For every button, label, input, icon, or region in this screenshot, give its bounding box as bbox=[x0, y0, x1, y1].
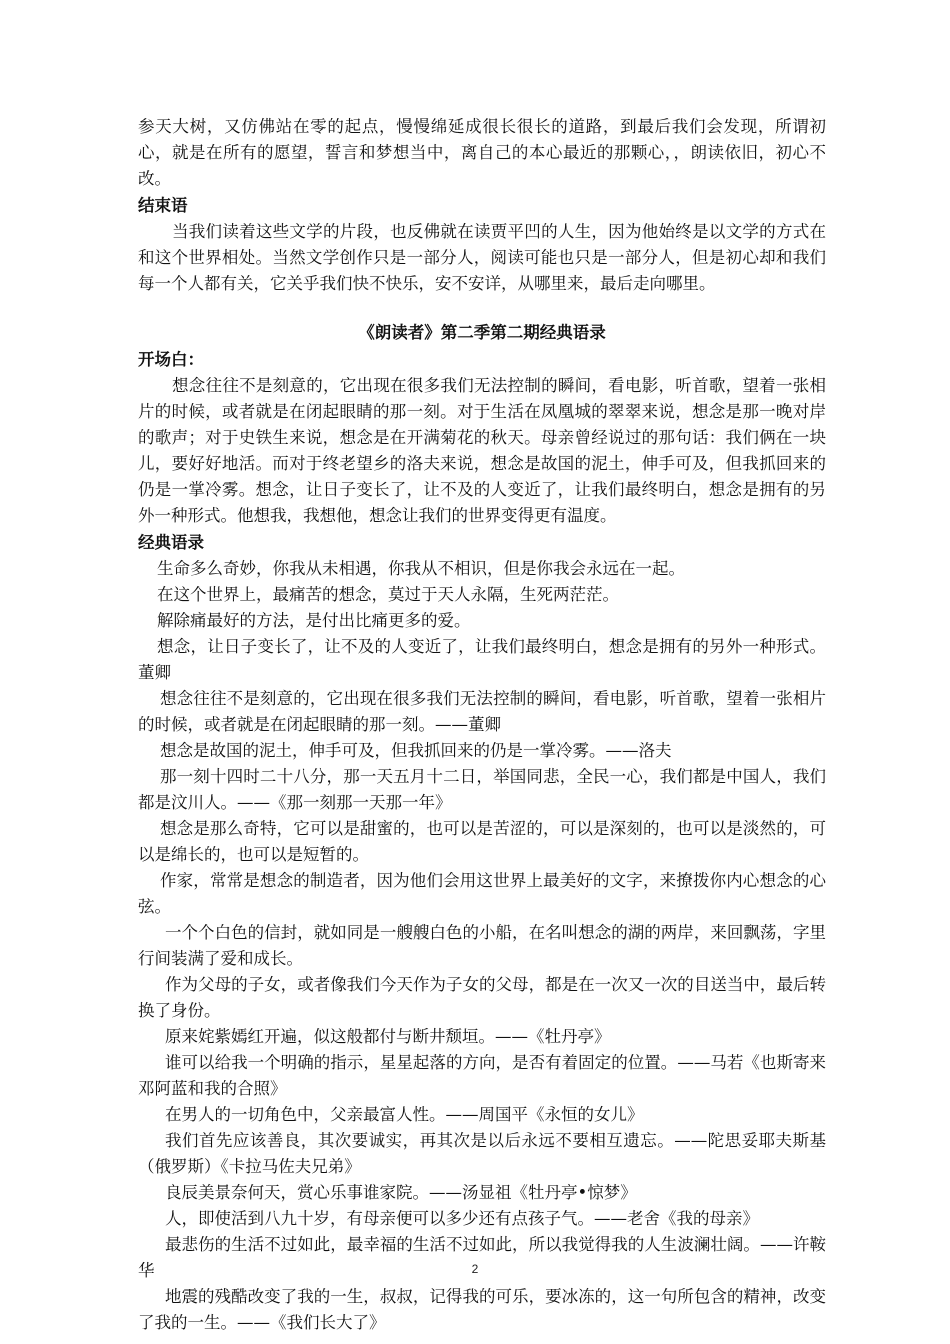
opening-heading: 开场白： bbox=[138, 350, 204, 369]
quote-item: 原来姹紫嫣红开遍，似这般都付与断井颓垣。——《牡丹亭》 bbox=[165, 1027, 611, 1046]
quotes-heading: 经典语录 bbox=[138, 533, 204, 552]
quote-item: 解除痛最好的方法，是付出比痛更多的爱。 bbox=[157, 611, 471, 630]
quote-item: 想念，让日子变长了，让不及的人变近了，让我们最终明白，想念是拥有的另外一种形式。董卿 bbox=[138, 637, 826, 682]
quote-item: 我们首先应该善良，其次要诚实，再其次是以后永远不要相互遗忘。——陀思妥耶夫斯基（俄罗斯）《卡拉马佐夫兄弟》 bbox=[138, 1131, 826, 1176]
quote-item: 人，即使活到八九十岁，有母亲便可以多少还有点孩子气。——老舍《我的母亲》 bbox=[165, 1209, 759, 1228]
quote-item: 作家，常常是想念的制造者，因为他们会用这世界上最美好的文字，来撩拨你内心想念的心弦。 bbox=[138, 871, 826, 916]
quote-item: 想念是故国的泥土，伸手可及，但我抓回来的仍是一掌冷雾。——洛夫 bbox=[160, 741, 672, 760]
quote-item: 想念是那么奇特，它可以是甜蜜的，也可以是苦涩的，可以是深刻的，也可以是淡然的，可以是绵长的，也可以是短暂的。 bbox=[138, 819, 826, 864]
page-number: 2 bbox=[471, 1262, 479, 1276]
quote-item: 在这个世界上，最痛苦的想念，莫过于天人永隔，生死两茫茫。 bbox=[157, 585, 619, 604]
quote-item: 在男人的一切角色中，父亲最富人性。——周国平《永恒的女儿》 bbox=[165, 1105, 644, 1124]
quote-item: 地震的残酷改变了我的一生，叔叔，记得我的可乐，要冰冻的，这一句所包含的精神，改变了我的一生。——《我们长大了》 bbox=[138, 1287, 826, 1332]
intro-continuation: 参天大树，又仿佛站在零的起点，慢慢绵延成很长很长的道路，到最后我们会发现，所谓初心，就是在所有的愿望，誓言和梦想当中，离自己的本心最近的那颗心，，朗读依旧，初心不改。 bbox=[138, 117, 826, 188]
quote-item: 最悲伤的生活不过如此，最幸福的生活不过如此，所以我觉得我的人生波澜壮阔。——许鞍华 bbox=[138, 1235, 826, 1280]
section-title: 《朗读者》第二季第二期经典语录 bbox=[358, 323, 606, 342]
opening-paragraph: 想念往往不是刻意的，它出现在很多我们无法控制的瞬间，看电影，听首歌，望着一张相片的时候，或者就是在闭起眼睛的那一刻。对于生活在凤凰城的翠翠来说，想念是那一晚对岸的歌声；对于史铁生来说，想念是在开满菊花的秋天。母亲曾经说过的那句话：我们俩在一块儿，要好好地活。而对于终老望乡的洛夫来说，想念是故国的泥土，伸手可及，但我抓回来的仍是一掌冷雾。想念，让日子变长了，让不及的人变近了，让我们最终明白，想念是拥有的另外一种形式。他想我，我想他，想念让我们的世界变得更有温度。 bbox=[138, 376, 826, 525]
closing-paragraph: 当我们读着这些文学的片段，也反佛就在读贾平凹的人生，因为他始终是以文学的方式在和这个世界相处。当然文学创作只是一部分人，阅读可能也只是一部分人，但是初心却和我们每一个人都有关，它关乎我们快不快乐，安不安详，从哪里来，最后走向哪里。 bbox=[138, 222, 826, 293]
quote-item: 良辰美景奈何天，赏心乐事谁家院。——汤显祖《牡丹亭•惊梦》 bbox=[165, 1183, 637, 1202]
quote-item: 那一刻十四时二十八分，那一天五月十二日，举国同悲，全民一心，我们都是中国人，我们都是汶川人。——《那一刻那一天那一年》 bbox=[138, 767, 826, 812]
quote-item: 作为父母的子女，或者像我们今天作为子女的父母，都是在一次又一次的目送当中，最后转换了身份。 bbox=[138, 975, 826, 1020]
quote-item: 想念往往不是刻意的，它出现在很多我们无法控制的瞬间，看电影，听首歌，望着一张相片的时候，或者就是在闭起眼睛的那一刻。——董卿 bbox=[138, 689, 826, 734]
page-content bbox=[138, 114, 826, 1336]
quote-item: 生命多么奇妙，你我从未相遇，你我从不相识，但是你我会永远在一起。 bbox=[157, 559, 685, 578]
quote-item: 一个个白色的信封，就如同是一艘艘白色的小船，在名叫想念的湖的两岸，来回飘荡，字里行间装满了爱和成长。 bbox=[138, 923, 826, 968]
closing-heading: 结束语 bbox=[138, 196, 188, 215]
quote-item: 谁可以给我一个明确的指示，星星起落的方向，是否有着固定的位置。——马若《也斯寄来邓阿蓝和我的合照》 bbox=[138, 1053, 826, 1098]
